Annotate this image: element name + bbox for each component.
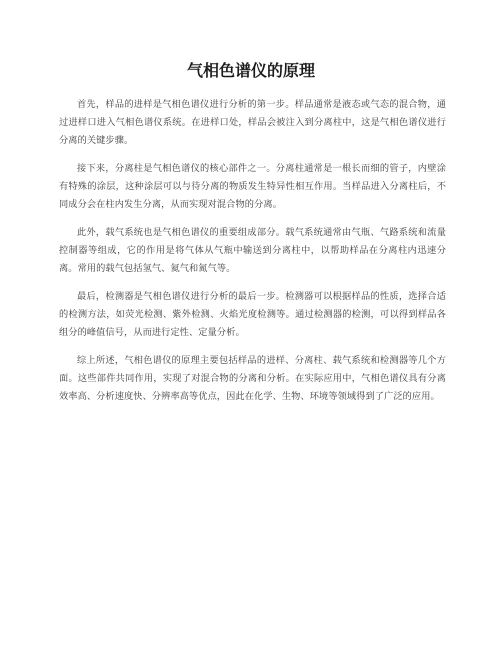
paragraph-5: 综上所述，气相色谱仪的原理主要包括样品的进样、分离柱、载气系统和检测器等几个方面。这些部件共同作用，实现了对混合物的分离和分析。在实际应用中，气相色谱仪具有分离效率高、分析速度快、分辨率高等优点，因此在化学、生物、环境等领域得到了广泛的应用。 [59,355,446,402]
document-title: 气相色谱仪的原理 [186,61,315,80]
document-body [59,96,446,416]
paragraph-4: 最后，检测器是气相色谱仪进行分析的最后一步。检测器可以根据样品的性质，选择合适的检测方法，如荧光检测、紫外检测、火焰光度检测等。通过检测器的检测，可以得到样品各组分的峰值信号，从而进行定性、定量分析。 [59,291,446,338]
paragraph-2: 接下来，分离柱是气相色谱仪的核心部件之一。分离柱通常是一根长而细的管子，内壁涂有特殊的涂层，这种涂层可以与待分离的物质发生特异性相互作用。当样品进入分离柱后，不同成分会在柱内发生分离，从而实现对混合物的分离。 [59,163,446,210]
paragraph-1: 首先，样品的进样是气相色谱仪进行分析的第一步。样品通常是液态或气态的混合物，通过进样口进入气相色谱仪系统。在进样口处，样品会被注入到分离柱中，这是气相色谱仪进行分离的关键步骤。 [59,99,446,146]
paragraph-3: 此外，载气系统也是气相色谱仪的重要组成部分。载气系统通常由气瓶、气路系统和流量控制器等组成，它的作用是将气体从气瓶中输送到分离柱中，以帮助样品在分离柱内迅速分离。常用的载气包括氢气、氦气和氮气等。 [59,227,446,274]
